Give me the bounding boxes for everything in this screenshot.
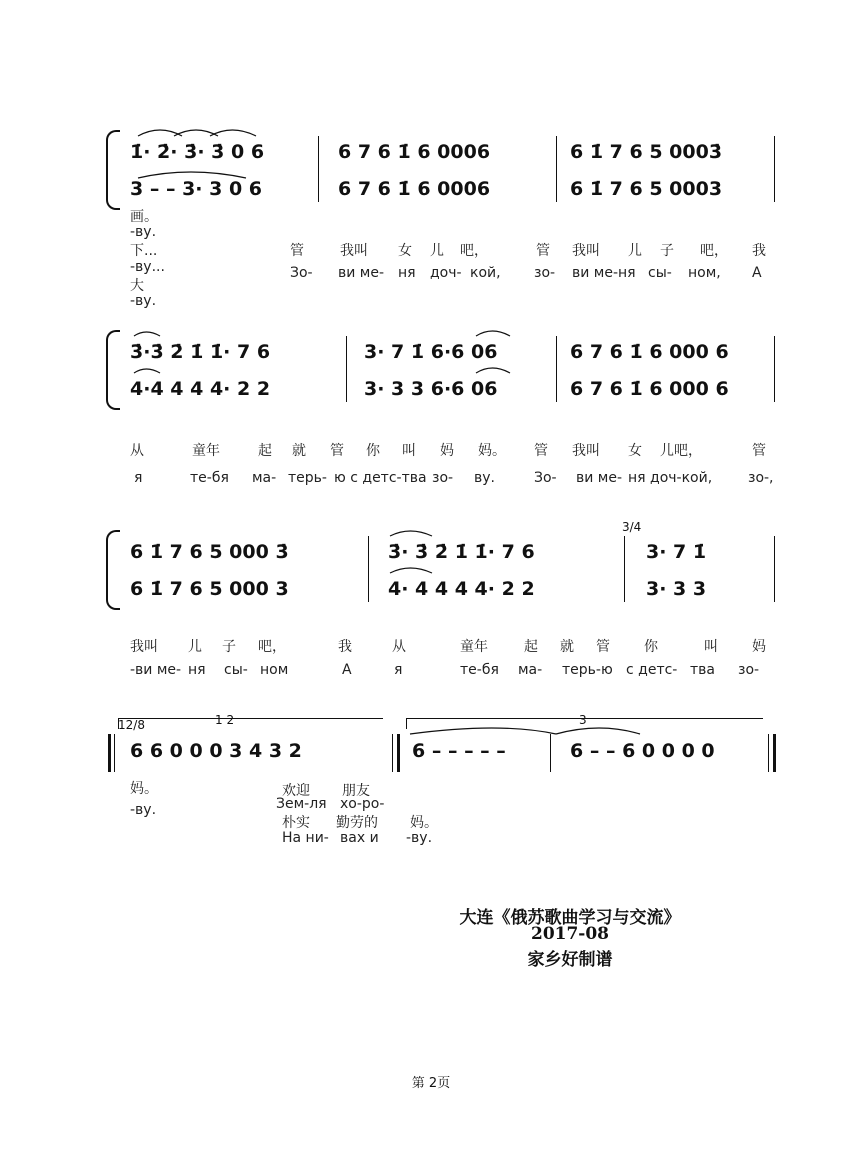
slur — [134, 369, 160, 373]
slur — [476, 368, 510, 373]
lyric-line-russian: Зо- ви ме- ня доч- кой, зо- ви ме-ня сы- ном, А — [290, 265, 762, 281]
lyric-ending: 画。 — [130, 209, 158, 225]
volta-bracket: 1 2 — [118, 718, 383, 729]
credit-line: 大连《俄苏歌曲学习与交流》 — [459, 908, 681, 928]
lyric-ending: -ву. — [130, 224, 157, 240]
credit-author: 家乡好制谱 — [527, 950, 613, 970]
slur — [390, 568, 432, 573]
lyric: вах и — [340, 830, 379, 846]
lyric: 妈。 — [410, 815, 438, 831]
lyric: -ву. — [130, 802, 157, 818]
volta-bracket: 3 — [406, 718, 763, 729]
lyric: -ву. — [406, 830, 433, 846]
lyric: 朴实 — [282, 815, 310, 831]
lyric: 勤劳的 — [336, 815, 378, 831]
lyric-line-russian: -ви ме- ня сы- ном А я те-бя ма- терь-ю с детс- тва зо- — [130, 662, 760, 678]
lyric-line-chinese: 从 童年 起 就 管 你 叫 妈 妈。 管 我叫 女 儿吧， 管 — [130, 443, 766, 459]
slur — [134, 332, 160, 336]
lyric-ending: -ву... — [130, 259, 165, 275]
lyric: хо-ро- — [340, 796, 385, 812]
lyric-ending: 大 — [130, 278, 144, 294]
slur — [476, 331, 510, 336]
lyric-line-chinese: 我叫 儿 子 吧， 我 从 童年 起 就 管 你 叫 妈 — [130, 639, 766, 655]
lyric-ending: 下... — [130, 243, 158, 259]
lyric: Зем-ля — [276, 796, 327, 812]
credit-date: 2017-08 — [530, 924, 610, 944]
lyric-line-chinese: 管 我叫 女 儿 吧， 管 我叫 儿 子 吧， 我 — [290, 243, 766, 259]
time-signature: 3/4 — [622, 520, 642, 534]
lyric: 欢迎 — [282, 783, 310, 799]
lyric: На ни- — [282, 830, 329, 846]
lyric: 朋友 — [342, 783, 370, 799]
lyric-line-russian: я те-бя ма- терь- ю с детс-тва зо- ву. Зо- ви ме- ня доч-кой, зо-, — [134, 470, 774, 486]
slur — [410, 728, 556, 734]
page-number: 第 2页 — [411, 1076, 451, 1091]
lyric: 妈。 — [130, 781, 158, 797]
time-signature: 12/8 — [118, 718, 145, 732]
slur — [556, 728, 640, 734]
slur — [390, 531, 432, 536]
slur — [138, 172, 246, 178]
lyric-ending: -ву. — [130, 293, 157, 309]
